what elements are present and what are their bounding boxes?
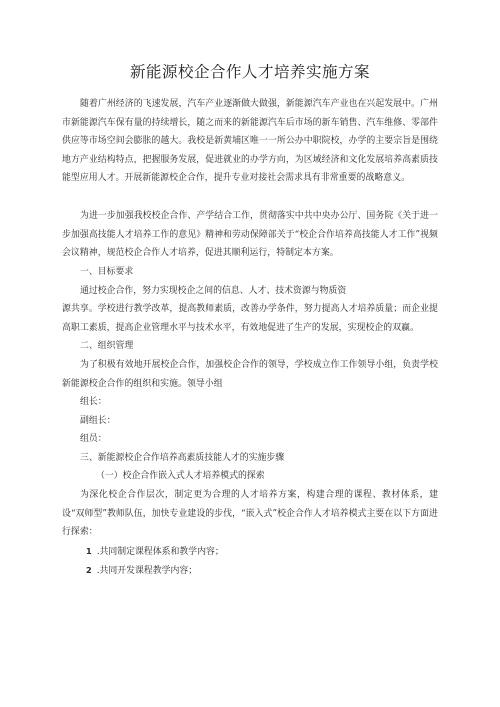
list-item-2-text: .共同开发课程教学内容； bbox=[96, 566, 198, 576]
subsection-heading-embedded-model: （一）校企合作嵌入式人才培养模式的探索 bbox=[96, 471, 265, 481]
list-item-2 bbox=[86, 561, 197, 581]
document-title: 新能源校企合作人才培养实施方案 bbox=[129, 63, 370, 81]
deputy-leader-label: 副组长： bbox=[80, 416, 116, 426]
section-heading-organization: 二、组织管理 bbox=[80, 341, 134, 351]
list-item-1 bbox=[86, 542, 224, 562]
intro-paragraph-2: 为进一步加强我校校企合作、产学结合工作，贯彻落实中共中央办公厅、国务院《关于进一步加强高技能人才培养工作的意见》精神和劳动保障部关于“校企合作培养高技能人才工作”视频会议精神，规范校企合作人才培养，促进其顺利运行，特制定本方案。 bbox=[62, 211, 438, 259]
embedded-model-paragraph: 为深化校企合作层次，制定更为合理的人才培养方案，构建合理的课程、教材体系，建设“双师型”教师队伍，加快专业建设的步伐，“嵌入式”校企合作人才培养模式主要在以下方面进行探索： bbox=[62, 490, 438, 538]
leader-label: 组长： bbox=[80, 397, 107, 407]
list-item-1-number: 1 bbox=[86, 546, 92, 556]
goals-paragraph-line-1: 通过校企合作，努力实现校企之间的信息、人才、技术资源与物质资 bbox=[80, 286, 347, 296]
goals-paragraph-rest: 源共享。学校进行教学改革，提高教师素质，改善办学条件，努力提高人才培养质量；而企业提高职工素质，提高企业管理水平与技术水平，有效地促进了生产的发展，实现校企的双赢。 bbox=[62, 304, 438, 333]
organization-paragraph: 为了积极有效地开展校企合作，加强校企合作的领导，学校成立作工作领导小组，负责学校新能源校企合作的组织和实施。领导小组 bbox=[62, 360, 438, 389]
section-heading-goals: 一、目标要求 bbox=[80, 267, 134, 277]
intro-paragraph-1: 随着广州经济的飞速发展，汽车产业逐渐做大做强，新能源汽车产业也在兴起发展中。广州市新能源汽车保有量的持续增长，随之而来的新能源汽车后市场的新车销售、汽车维修、零部件供应等市场空间会膨胀的越大。我校是新黄埔区唯一一所公办中职院校，办学的主要宗旨是围绕地方产业结构特点，把握服务发展，促进就业的办学方向，为区域经济和文化发展培养高素质技能型应用人才。开展新能源校企合作，提升专业对接社会需求具有非常重要的战略意义。 bbox=[62, 99, 438, 184]
list-item-2-number: 2 bbox=[86, 565, 92, 575]
list-item-1-text: .共同制定课程体系和教学内容； bbox=[96, 547, 224, 557]
member-label: 组员： bbox=[80, 434, 107, 444]
section-heading-steps: 三、新能源校企合作培养高素质技能人才的实施步骤 bbox=[80, 453, 285, 463]
